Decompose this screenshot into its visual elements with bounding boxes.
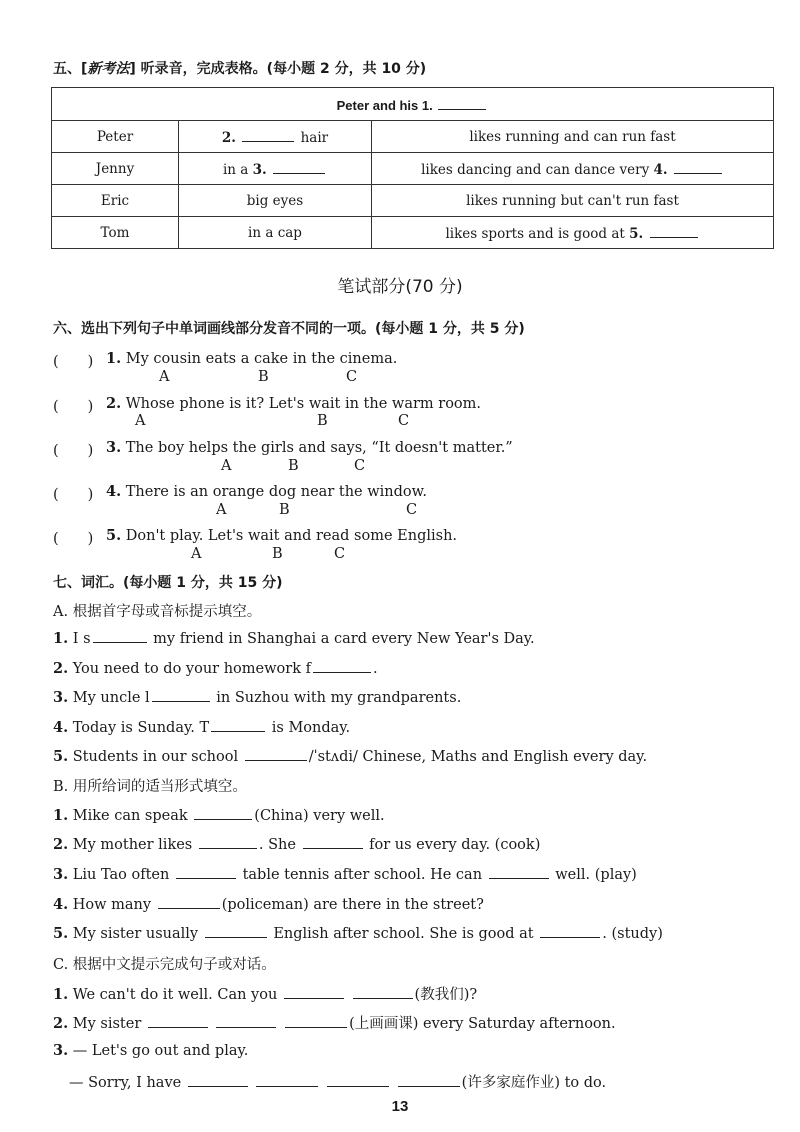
option-letter: B	[272, 546, 283, 562]
answer-blank[interactable]	[158, 894, 220, 909]
answer-blank[interactable]	[327, 1072, 389, 1087]
vocab-item: 1. I s my friend in Shanghai a card every New Year's Day.	[53, 630, 535, 647]
question-row	[53, 395, 93, 416]
table-row-name: Tom	[52, 217, 179, 249]
vocab-item: 4. How many (policeman) are there in the street?	[53, 896, 484, 913]
new-method-tag: 新考法	[87, 61, 130, 77]
answer-paren[interactable]: ( )	[53, 354, 94, 370]
option-letter: A	[216, 502, 227, 518]
answer-blank[interactable]	[398, 1072, 460, 1087]
section6-heading: 六、选出下列句子中单词画线部分发音不同的一项。(每小题 1 分，共 5 分)	[53, 321, 525, 337]
part-a-title: A. 根据首字母或音标提示填空。	[53, 604, 262, 620]
answer-blank[interactable]	[152, 687, 210, 702]
answer-blank[interactable]	[674, 159, 722, 174]
option-letter: B	[288, 458, 299, 474]
answer-paren[interactable]: ( )	[53, 487, 94, 503]
question-row	[53, 527, 93, 548]
answer-blank[interactable]	[188, 1072, 248, 1087]
option-letter: B	[279, 502, 290, 518]
table-title-cell: Peter and his 1.	[52, 88, 774, 121]
table-row-name: Jenny	[52, 153, 179, 185]
option-letter: A	[159, 369, 170, 385]
table-row-hobby: likes running but can't run fast	[372, 185, 774, 217]
question-sentence: 2. Whose phone is it? Let's wait in the warm room.	[106, 395, 482, 412]
vocab-item: 1. We can't do it well. Can you (教我们)?	[53, 986, 478, 1003]
answer-blank[interactable]	[285, 1013, 347, 1028]
answer-paren[interactable]: ( )	[53, 443, 94, 459]
answer-blank[interactable]	[176, 864, 236, 879]
option-letter: C	[354, 458, 366, 474]
option-letter: C	[334, 546, 346, 562]
answer-blank[interactable]	[245, 746, 307, 761]
answer-blank[interactable]	[273, 159, 325, 174]
vocab-item: 2. My mother likes . She for us every day. (cook)	[53, 836, 541, 853]
answer-blank[interactable]	[650, 223, 698, 238]
answer-blank[interactable]	[211, 717, 265, 732]
table-row-feature: in a cap	[179, 217, 372, 249]
part-c-title: C. 根据中文提示完成句子或对话。	[53, 957, 276, 973]
answer-blank[interactable]	[256, 1072, 318, 1087]
written-part-title: 笔试部分(70 分)	[337, 277, 463, 297]
answer-blank[interactable]	[540, 923, 600, 938]
option-letter: A	[221, 458, 232, 474]
vocab-item: 4. Today is Sunday. T is Monday.	[53, 719, 351, 736]
table-row-name: Eric	[52, 185, 179, 217]
table-row-feature: big eyes	[179, 185, 372, 217]
answer-blank[interactable]	[242, 127, 294, 142]
answer-blank[interactable]	[313, 658, 371, 673]
page-number: 13	[391, 1098, 409, 1115]
table-row-hobby: likes dancing and can dance very 4.	[372, 153, 774, 185]
answer-blank[interactable]	[194, 805, 252, 820]
vocab-item: 1. Mike can speak (China) very well.	[53, 807, 385, 824]
answer-blank[interactable]	[284, 984, 344, 999]
option-letter: A	[191, 546, 202, 562]
answer-paren[interactable]: ( )	[53, 531, 94, 547]
option-letter: B	[258, 369, 269, 385]
answer-blank[interactable]	[489, 864, 549, 879]
question-row	[53, 483, 93, 504]
table-row-hobby: likes sports and is good at 5.	[372, 217, 774, 249]
vocab-item: 5. Students in our school /ˈstʌdi/ Chinese, Maths and English every day.	[53, 748, 648, 765]
listening-table	[51, 87, 774, 249]
section7-heading: 七、词汇。(每小题 1 分，共 15 分)	[53, 575, 283, 591]
question-sentence: 5. Don't play. Let's wait and read some English.	[106, 527, 458, 544]
vocab-item: 2. You need to do your homework f .	[53, 660, 378, 677]
answer-blank[interactable]	[353, 984, 413, 999]
question-sentence: 3. The boy helps the girls and says, “It doesn't matter.”	[106, 439, 513, 456]
option-letter: A	[135, 413, 146, 429]
option-letter: B	[317, 413, 328, 429]
question-sentence: 4. There is an orange dog near the window.	[106, 483, 427, 500]
vocab-item: 3. — Let's go out and play.	[53, 1042, 249, 1059]
section5-heading: 五、[新考法] 听录音，完成表格。(每小题 2 分，共 10 分)	[53, 61, 427, 77]
answer-blank[interactable]	[148, 1013, 208, 1028]
table-row-feature: 2. hair	[179, 121, 372, 153]
vocab-item: 2. My sister (上画画课) every Saturday afternoon.	[53, 1015, 616, 1032]
answer-blank[interactable]	[93, 628, 147, 643]
question-row	[53, 350, 93, 371]
vocab-item: 3. My uncle l in Suzhou with my grandparents.	[53, 689, 462, 706]
vocab-item: 5. My sister usually English after school. She is good at . (study)	[53, 925, 663, 942]
option-letter: C	[398, 413, 410, 429]
table-row-feature: in a 3.	[179, 153, 372, 185]
option-letter: C	[406, 502, 418, 518]
question-sentence: 1. My cousin eats a cake in the cinema.	[106, 350, 398, 367]
answer-blank[interactable]	[205, 923, 267, 938]
question-row	[53, 439, 93, 460]
answer-blank[interactable]	[199, 834, 257, 849]
answer-blank[interactable]	[216, 1013, 276, 1028]
table-row-hobby: likes running and can run fast	[372, 121, 774, 153]
vocab-item: 3. Liu Tao often table tennis after school. He can well. (play)	[53, 866, 637, 883]
table-row-name: Peter	[52, 121, 179, 153]
vocab-item: — Sorry, I have (许多家庭作业) to do.	[69, 1071, 606, 1092]
part-b-title: B. 用所给词的适当形式填空。	[53, 779, 247, 795]
answer-paren[interactable]: ( )	[53, 399, 94, 415]
option-letter: C	[346, 369, 358, 385]
answer-blank[interactable]	[303, 834, 363, 849]
answer-blank[interactable]	[438, 95, 486, 110]
